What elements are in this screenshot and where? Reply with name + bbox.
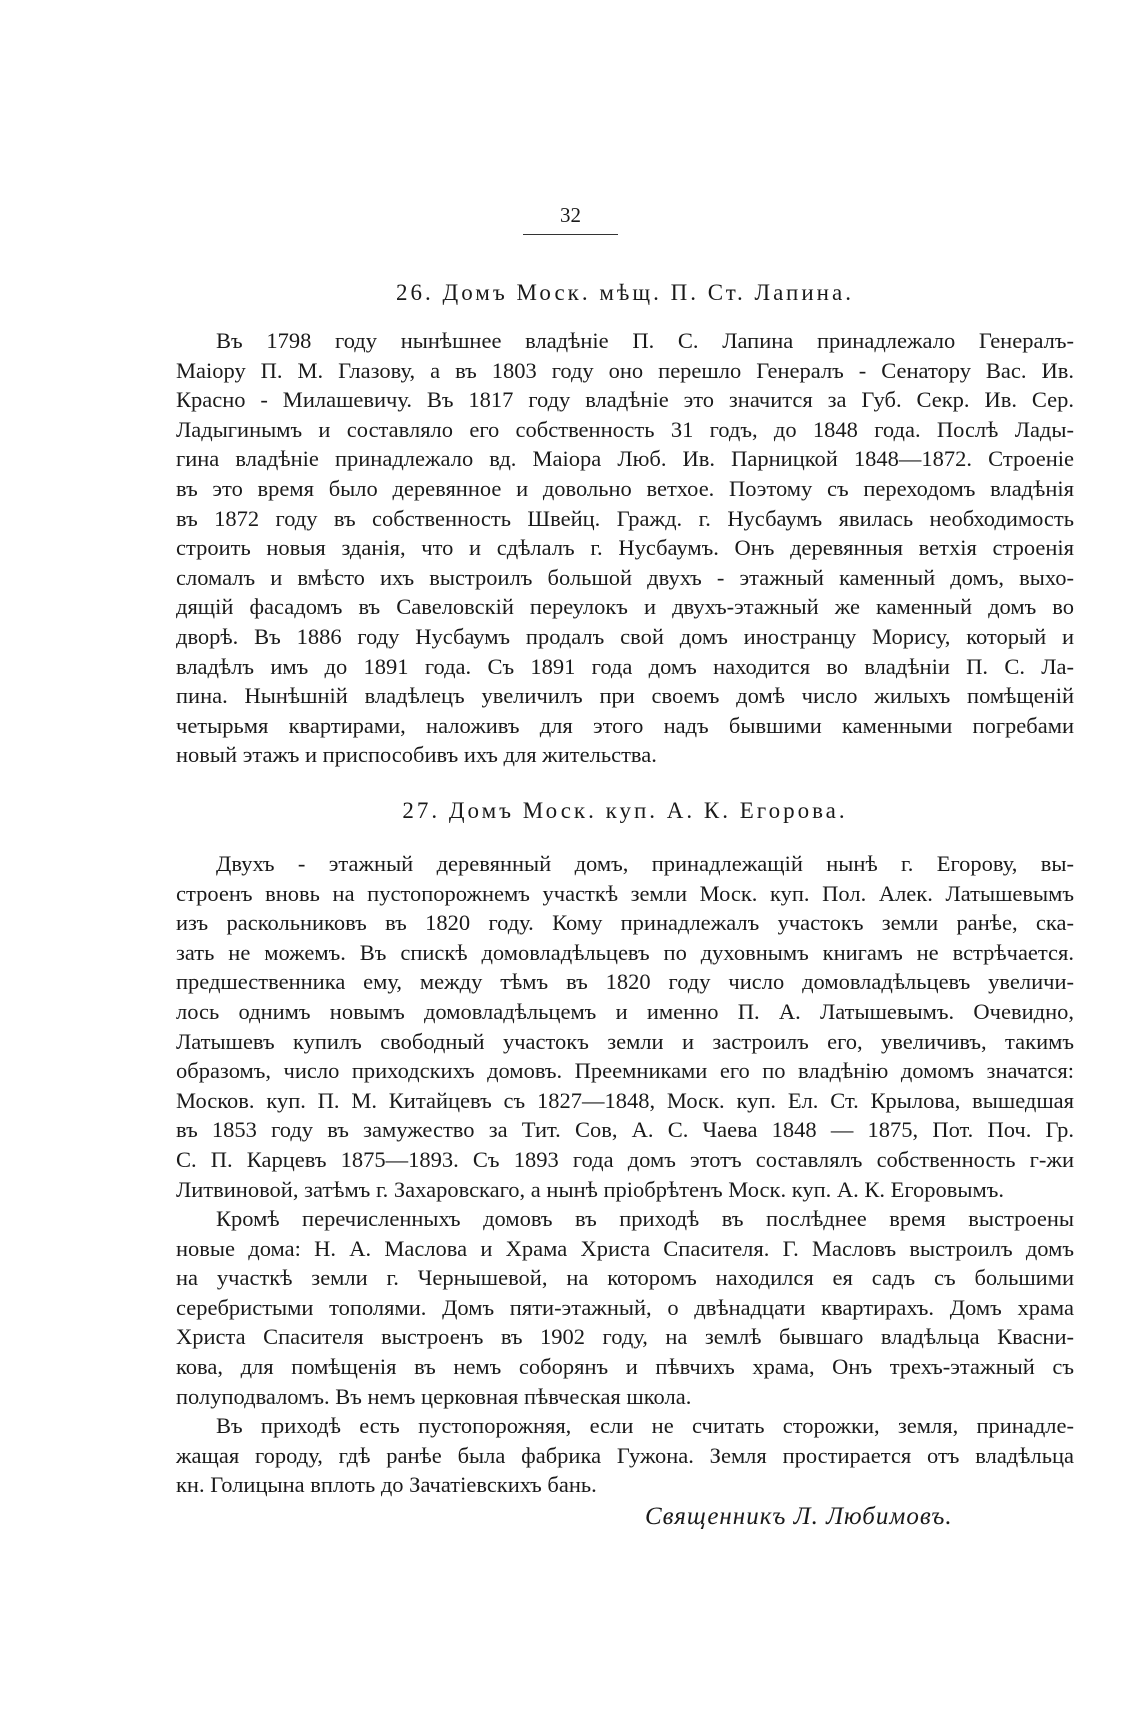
page-number-rule (523, 234, 618, 235)
text-line: на участкѣ земли г. Чернышевой, на которомъ находился ея садъ съ большими (176, 1265, 1074, 1291)
text-line: лось однимъ новымъ домовладѣльцемъ и именно П. А. Латышевымъ. Очевидно, (176, 998, 1074, 1024)
text-line: пина. Нынѣшній владѣлецъ увеличилъ при своемъ домѣ число жилыхъ помѣщеній (176, 683, 1074, 709)
text-line: строить новыя зданія, что и сдѣлалъ г. Нусбаумъ. Онъ деревянныя ветхія строенія (176, 535, 1074, 561)
text-line: кова, для помѣщенія въ немъ соборянъ и пѣвчихъ храма, Онъ трехъ-этажный съ (176, 1353, 1074, 1379)
text-line: жащая городу, гдѣ ранѣе была фабрика Гужона. Земля простирается отъ владѣльца (176, 1442, 1074, 1468)
text-line: Москов. куп. П. М. Китайцевъ съ 1827—1848, Моск. куп. Ел. Ст. Крылова, вышедшая (176, 1087, 1074, 1113)
text-line: новый этажъ и приспособивъ ихъ для жительства. (176, 742, 657, 768)
text-line: полуподваломъ. Въ немъ церковная пѣвческая школа. (176, 1383, 692, 1409)
text-line: изъ раскольниковъ въ 1820 году. Кому принадлежалъ участокъ земли ранѣе, ска- (176, 910, 1074, 936)
paragraph (176, 326, 1074, 770)
paragraph (176, 1204, 1074, 1411)
text-line: въ 1872 году въ собственность Швейц. Гражд. г. Нусбаумъ явилась необходимость (176, 505, 1074, 531)
text-line: С. П. Карцевъ 1875—1893. Съ 1893 года домъ этотъ составлялъ собственность г-жи (176, 1146, 1074, 1172)
text-line: гина владѣніе принадлежало вд. Маіора Люб. Ив. Парницкой 1848—1872. Строеніе (176, 446, 1074, 472)
text-line: Въ приходѣ есть пустопорожняя, если не считать сторожки, земля, принадле- (216, 1413, 1074, 1438)
signature: Священникъ Л. Любимовъ. (645, 1503, 953, 1530)
paragraph (176, 849, 1074, 1204)
text-line: Въ 1798 году нынѣшнее владѣніе П. С. Лапина принадлежало Генералъ- (216, 328, 1074, 353)
text-line: Двухъ - этажный деревянный домъ, принадлежащій нынѣ г. Егорову, вы- (216, 851, 1074, 876)
paragraph (176, 1411, 1074, 1500)
text-line: владѣлъ имъ до 1891 года. Съ 1891 года домъ находится во владѣніи П. С. Ла- (176, 653, 1074, 679)
text-line: строенъ вновь на пустопорожнемъ участкѣ земли Моск. куп. Пол. Алек. Латышевымъ (176, 880, 1074, 906)
text-line: серебристыми тополями. Домъ пяти-этажный, о двѣнадцати квартирахъ. Домъ храма (176, 1294, 1074, 1320)
text-line: кн. Голицына вплоть до Зачатіевскихъ бань. (176, 1472, 597, 1498)
text-line: дящій фасадомъ въ Савеловскій переулокъ и двухъ-этажный же каменный домъ во (176, 594, 1074, 620)
text-line: сломалъ и вмѣсто ихъ выстроилъ большой двухъ - этажный каменный домъ, выхо- (176, 564, 1074, 590)
text-line: Ладыгинымъ и составляло его собственность 31 годъ, до 1848 года. Послѣ Лады- (176, 416, 1074, 442)
text-line: Латышевъ купилъ свободный участокъ земли и застроилъ его, увеличивъ, такимъ (176, 1028, 1074, 1054)
text-line: въ это время было деревянное и довольно ветхое. Поэтому съ переходомъ владѣнія (176, 475, 1074, 501)
text-line: предшественника ему, между тѣмъ въ 1820 году число домовладѣльцевъ увеличи- (176, 969, 1074, 995)
text-line: Кромѣ перечисленныхъ домовъ въ приходѣ въ послѣднее время выстроены (216, 1206, 1074, 1231)
text-line: дворѣ. Въ 1886 году Нусбаумъ продалъ свой домъ иностранцу Морису, который и (176, 623, 1074, 649)
text-line: зать не можемъ. Въ спискѣ домовладѣльцевъ по духовнымъ книгамъ не встрѣчается. (176, 939, 1074, 965)
section-heading-26: 26. Домъ Моск. мѣщ. П. Ст. Лапина. (396, 280, 854, 305)
page-number: 32 (560, 203, 581, 227)
text-line: четырьмя квартирами, наложивъ для этого надъ бывшими каменными погребами (176, 712, 1074, 738)
text-line: Литвиновой, затѣмъ г. Захаровскаго, а нынѣ пріобрѣтенъ Моск. куп. А. К. Егоровымъ. (176, 1176, 1005, 1202)
text-line: новые дома: Н. А. Маслова и Храма Христа Спасителя. Г. Масловъ выстроилъ домъ (176, 1235, 1074, 1261)
text-line: Красно - Милашевичу. Въ 1817 году владѣніе это значится за Губ. Секр. Ив. Сер. (176, 387, 1074, 413)
text-line: образомъ, число приходскихъ домовъ. Преемниками его по владѣнію домомъ значатся: (176, 1058, 1074, 1084)
text-line: Христа Спасителя выстроенъ въ 1902 году, на землѣ бывшаго владѣльца Квасни- (176, 1324, 1074, 1350)
section-heading-27: 27. Домъ Моск. куп. А. К. Егорова. (402, 798, 848, 823)
text-line: въ 1853 году въ замужество за Тит. Сов, А. С. Чаева 1848 — 1875, Пот. Поч. Гр. (176, 1117, 1074, 1143)
text-line: Маіору П. М. Глазову, а въ 1803 году оно перешло Генералъ - Сенатору Вас. Ив. (176, 357, 1074, 383)
